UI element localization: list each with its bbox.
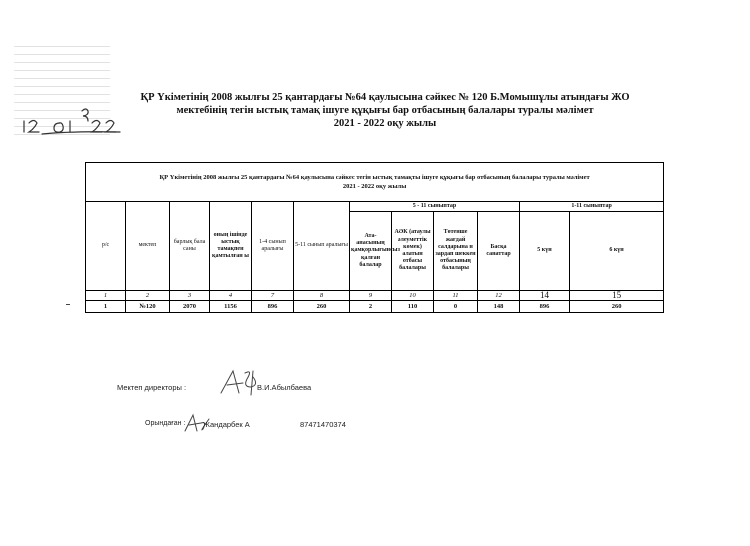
header-five-day: 5 күн — [520, 212, 570, 291]
header-grades-1-4: 1-4 сынып аралығы — [252, 202, 294, 291]
cell-grades-5-11: 260 — [294, 301, 350, 313]
executor-name: Жандарбек А — [203, 420, 250, 429]
cell-orphans: 2 — [350, 301, 392, 313]
column-number: 12 — [478, 291, 520, 301]
cell-aek: 110 — [392, 301, 434, 313]
director-signature-icon — [217, 367, 277, 397]
column-number: 9 — [350, 291, 392, 301]
executor-phone: 87471470374 — [300, 420, 346, 429]
column-number: 10 — [392, 291, 434, 301]
title-line-3: 2021 - 2022 оқу жылы — [333, 118, 437, 129]
header-other: Басқа санаттар — [478, 212, 520, 291]
header-total: барлық бала саны — [170, 202, 210, 291]
column-number: 14 — [520, 291, 570, 301]
cell-emergency: 0 — [434, 301, 478, 313]
column-number: 7 — [252, 291, 294, 301]
title-line-1: ҚР Үкіметінің 2008 жылғы 25 қантардағы №64 қаулысына сәйкес № 120 Б.Момышұлы атындағы ЖО — [140, 92, 630, 103]
cell-other: 148 — [478, 301, 520, 313]
header-grades-5-11: 5-11 сынып аралығы — [294, 202, 350, 291]
header-six-day: 6 күн — [570, 212, 664, 291]
director-label: Мектеп директоры : — [117, 383, 187, 392]
executor-signature-line — [145, 417, 405, 437]
column-number: 15 — [570, 291, 664, 301]
header-emergency: Төтенше жағдай салдарына н зардап шеккен отбасының балалары — [434, 212, 478, 291]
column-number: 8 — [294, 291, 350, 301]
header-hot-meal: оның ішінде ыстық тамақпен қамтылған ы — [210, 202, 252, 291]
header-aek: АӘК (атаулы әлеуметтік көмек) алатын отбасы балалары — [392, 212, 434, 291]
column-number: 3 — [170, 291, 210, 301]
director-signature-line — [117, 379, 377, 403]
header-orphans: Ата-анасының қамқорлығынсыз қалған балалар — [350, 212, 392, 291]
document-title — [105, 91, 665, 130]
meal-info-table-wrapper — [85, 162, 663, 313]
column-number-row — [86, 291, 664, 301]
column-number: 11 — [434, 291, 478, 301]
cell-total: 2070 — [170, 301, 210, 313]
column-number: 4 — [210, 291, 252, 301]
director-name: В.И.Абылбаева — [257, 383, 312, 392]
header-school: мектеп — [126, 202, 170, 291]
column-number: 1 — [86, 291, 126, 301]
cell-five-day: 896 — [520, 301, 570, 313]
table-row — [86, 301, 664, 313]
column-number: 2 — [126, 291, 170, 301]
cell-school: №120 — [126, 301, 170, 313]
group-header-1-11: 1-11 сыныптар — [520, 202, 664, 212]
cell-grades-1-4: 896 — [252, 301, 294, 313]
cell-hot-meal: 1156 — [210, 301, 252, 313]
cell-six-day: 260 — [570, 301, 664, 313]
table-caption — [86, 163, 664, 202]
title-line-2: мектебінің тегін ыстық тамақ ішуге құқығы бар отбасының балалары туралы мәлімет — [176, 105, 594, 116]
cell-ps: 1 — [86, 301, 126, 313]
margin-dash — [66, 304, 70, 305]
table-caption-line-1: ҚР Үкіметінің 2008 жылғы 25 қантардағы №64 қаулысына сәйкес тегін ыстық тамақты ішуге құқығы бар отбасының балалары туралы мәлімет — [159, 174, 590, 181]
table-caption-line-2: 2021 - 2022 оқу жылы — [342, 183, 407, 190]
executor-label: Орындаған : — [145, 420, 186, 427]
header-ps: р/с — [86, 202, 126, 291]
group-header-5-11: 5 - 11 сыныптар — [350, 202, 520, 212]
meal-info-table — [85, 162, 664, 313]
